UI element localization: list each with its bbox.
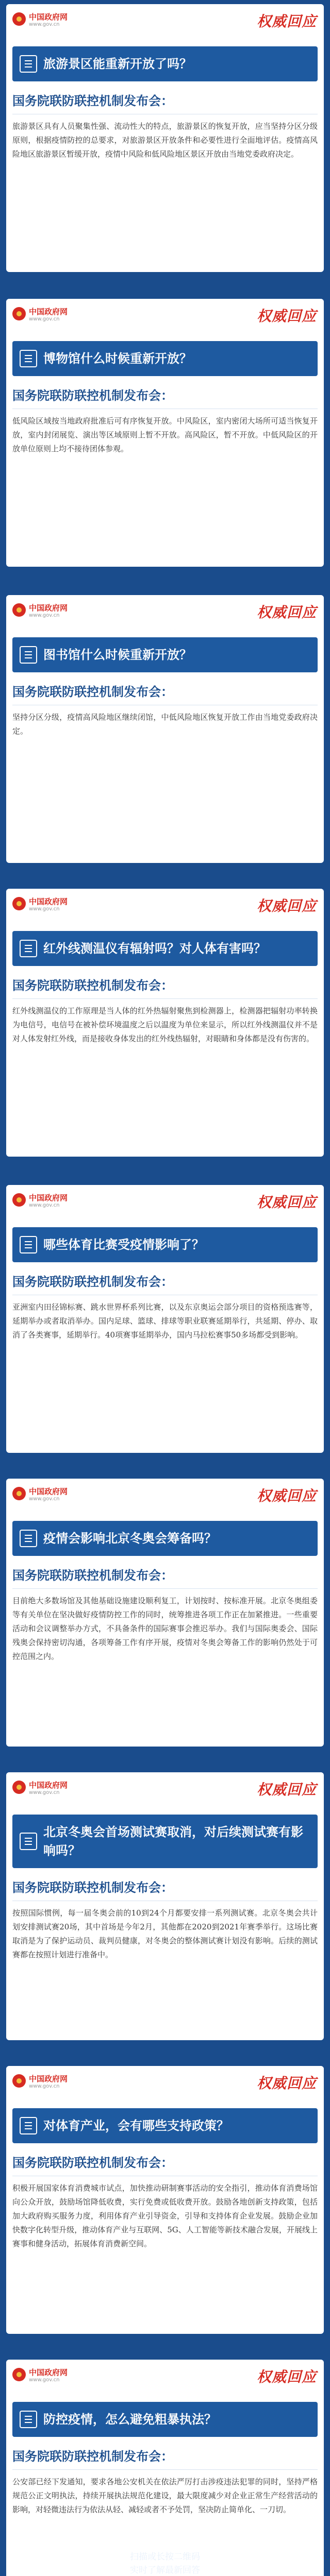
national-emblem-icon [12,1193,26,1207]
source-heading: 国务院联防联控机制发布会： [12,385,318,409]
national-emblem-icon [12,897,26,910]
question-bar [12,2108,318,2143]
qa-card [6,299,324,567]
question-text: 对体育产业，会有哪些支持政策？ [43,2119,229,2133]
authority-stamp: 权威回应 [256,2368,317,2385]
qa-card [6,595,324,863]
national-emblem-icon [12,12,26,26]
question-bar [12,46,318,81]
site-url: www.gov.cn [29,2377,60,2383]
question-bar [12,931,318,966]
qa-card [6,2360,324,2576]
question-list-icon [20,940,37,957]
authority-stamp: 权威回应 [256,308,317,325]
source-heading: 国务院联防联控机制发布会： [12,2153,318,2176]
qa-card [6,1772,324,2040]
site-logo: 中国政府网 [29,1781,68,1790]
authority-stamp: 权威回应 [256,1194,317,1211]
question-text: 哪些体育比赛受疫情影响了？ [43,1238,204,1252]
authority-stamp: 权威回应 [256,604,317,621]
question-list-icon [20,1236,37,1253]
source-heading: 国务院联防联控机制发布会： [12,2446,318,2470]
national-emblem-icon [12,2368,26,2381]
question-list-icon [20,350,37,367]
answer-text: 旅游景区具有人员聚集性强、流动性大的特点，旅游景区的恢复开放，应当坚持分区分级原则，根据疫情防控的总要求，对旅游景区开放条件和必要性进行全面地评估。疫情高风险地区旅游景区暂缓开放，疫情中风险和低风险地区景区开放由当地党委政府决定。 [12,122,318,159]
site-url: www.gov.cn [29,906,60,912]
source-heading: 国务院联防联控机制发布会： [12,1877,318,1901]
scan-hint-line1: 扫描或长按二维码 [130,2552,200,2562]
answer-text: 低风险区域按当地政府批准后可有序恢复开放。中风险区，室内密闭大场所可适当恢复开放，室内封闭展览、演出等区域原则上暂不开放。高风险区，暂不开放。中低风险区的开放单位原则上均不接待团体参观。 [12,416,318,453]
question-text: 旅游景区能重新开放了吗？ [43,57,192,71]
question-list-icon [20,646,37,664]
card-header [6,889,324,931]
card-header [6,595,324,637]
question-bar [12,1521,318,1556]
question-list-icon [20,1833,37,1850]
site-logo: 中国政府网 [29,2368,68,2377]
question-list-icon [20,2411,37,2428]
source-heading: 国务院联防联控机制发布会： [12,1272,318,1295]
site-url: www.gov.cn [29,613,60,618]
qa-card [6,889,324,1157]
site-logo: 中国政府网 [29,12,68,22]
answer-text: 红外线测温仪的工作原理是当人体的红外热辐射聚焦到检测器上，检测器把辐射功率转换为电信号，电信号在被补偿环境温度之后以温度为单位来显示，所以红外线测温仪并不是对人体发射红外线，而是接收身体发出的红外线热辐射，对眼睛和身体都是没有伤害的。 [12,1006,318,1043]
card-header [6,1185,324,1227]
question-list-icon [20,2117,37,2134]
site-logo: 中国政府网 [29,307,68,316]
scan-hint-line2: 实时了解最新回答 [130,2565,200,2575]
question-text: 图书馆什么时候重新开放？ [43,648,192,662]
site-logo: 中国政府网 [29,897,68,906]
source-heading: 国务院联防联控机制发布会： [12,682,318,705]
answer-text: 坚持分区分级，疫情高风险地区继续闭馆，中低风险地区恢复开放工作由当地党委政府决定。 [12,713,318,736]
authority-stamp: 权威回应 [256,13,317,30]
site-url: www.gov.cn [29,1496,60,1502]
card-header [6,299,324,341]
national-emblem-icon [12,1781,26,1794]
site-url: www.gov.cn [29,22,60,27]
question-list-icon [20,1530,37,1547]
site-url: www.gov.cn [29,316,60,322]
question-bar [12,341,318,376]
national-emblem-icon [12,603,26,617]
card-header [6,1772,324,1815]
answer-text: 目前绝大多数场馆及其他基础设施建设顺利复工，计划按时、按标准开展。北京冬奥组委等有关单位在坚决做好疫情防控工作的同时，统筹推进各项工作正在加紧推进。一些重要活动和会议调整举办方式，不具备条件的国际赛事会推迟举办。我们与国际奥委会、国际残奥会保持密切沟通，各项筹备工作有序开展，疫情对冬奥会筹备工作的影响仍然处于可控范围之内。 [12,1596,318,1661]
answer-text: 积极开展国家体育消费城市试点，加快推动研制赛事活动的安全指引，推动体育消费场馆向公众开放，鼓励场馆降低收费，实行免费或低收费开放。鼓励各地创新支持政策，包括加大政府购买服务力度，利用体育产业引导资金，引导和支持体育企业发展。鼓励企业加快数字化转型升级，推动体育产业与互联网、5G、人工智能等新技术融合发展，开展线上赛事和健身活动，拓展体育消费新空间。 [12,2183,318,2248]
national-emblem-icon [12,1487,26,1500]
authority-stamp: 权威回应 [256,1487,317,1504]
qa-card [6,2066,324,2334]
authority-stamp: 权威回应 [256,2075,317,2092]
question-bar [12,637,318,672]
source-heading: 国务院联防联控机制发布会： [12,975,318,999]
question-list-icon [20,55,37,73]
qa-card [6,1185,324,1453]
card-header [6,2066,324,2108]
question-text: 北京冬奥会首场测试赛取消，对后续测试赛有影响吗？ [43,1825,303,1858]
question-text: 防控疫情，怎么避免粗暴执法？ [43,2412,217,2427]
site-url: www.gov.cn [29,1202,60,1208]
source-heading: 国务院联防联控机制发布会： [12,1565,318,1589]
question-bar [12,1227,318,1262]
answer-text: 公安部已经下发通知，要求各地公安机关在依法严厉打击涉疫违法犯罪的同时，坚持严格规范公正文明执法，持续开展执法规范化建设，最大限度减少对企业正常生产经营活动的影响，对轻微违法行为依法从轻、减轻或者不予处罚，坚决防止简单化、一刀切。 [12,2477,318,2514]
national-emblem-icon [12,307,26,320]
site-logo: 中国政府网 [29,1487,68,1496]
card-header [6,4,324,46]
site-url: www.gov.cn [29,1790,60,1795]
qa-card [6,4,324,272]
qa-card [6,1479,324,1747]
authority-stamp: 权威回应 [256,897,317,914]
question-bar [12,2402,318,2437]
footer [62,2550,268,2576]
site-logo: 中国政府网 [29,2074,68,2083]
question-text: 疫情会影响北京冬奥会筹备吗？ [43,1531,217,1546]
card-header [6,2360,324,2402]
site-url: www.gov.cn [29,2083,60,2089]
site-logo: 中国政府网 [29,1193,68,1202]
card-header [6,1479,324,1521]
authority-stamp: 权威回应 [256,1781,317,1798]
answer-text: 亚洲室内田径锦标赛、跳水世界杯系列比赛，以及东京奥运会部分项目的资格预选赛等，延期举办或者取消举办。国内足球、篮球、排球等职业联赛延期举行，共延期、停办、取消了各类赛事，延期举行。40项赛事延期举办，国内马拉松赛事50多场都受到影响。 [12,1302,318,1340]
source-heading: 国务院联防联控机制发布会： [12,91,318,114]
site-logo: 中国政府网 [29,603,68,613]
question-text: 博物馆什么时候重新开放？ [43,351,192,366]
national-emblem-icon [12,2074,26,2088]
answer-text: 按照国际惯例，每一届冬奥会前的10到24个月都要安排一系列测试赛。北京冬奥会共计划安排测试赛20场，其中首场是今年2月，其他都在2020到2021年赛季举行。这场比赛取消是为了保护运动员、裁判员健康，对冬奥会的整体测试赛计划没有影响。后续的测试赛都在按照计划进行准备中。 [12,1908,318,1959]
question-text: 红外线测温仪有辐射吗？对人体有害吗？ [43,941,266,956]
question-bar [12,1815,318,1868]
